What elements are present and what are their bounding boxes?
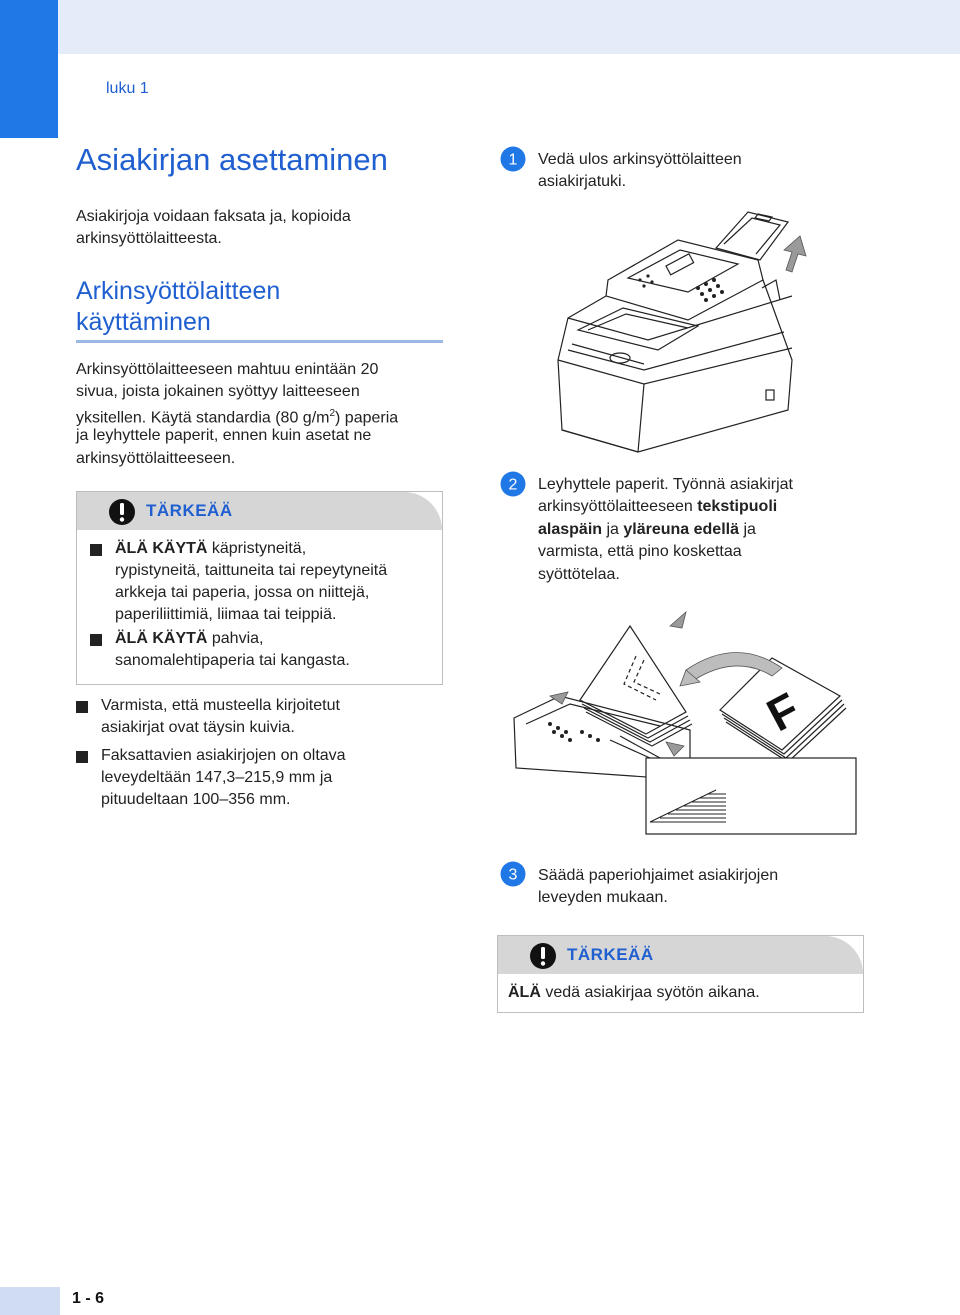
footer-tab (0, 1287, 60, 1315)
step-2-line-5: syöttötelaa. (538, 566, 620, 583)
section-para-line-3: yksitellen. Käytä standardia (80 $g/m^2$) paperia (76, 408, 399, 427)
sample-letter-f: F (758, 682, 808, 742)
bullet (76, 751, 88, 763)
note-text: ÄLÄ vedä asiakirjaa syötön aikana. (508, 984, 760, 1001)
note-bullet (90, 634, 102, 646)
svg-text:3: 3 (508, 866, 518, 884)
paper-feed-illustration (510, 600, 860, 840)
chapter-label: luku 1 (106, 80, 149, 97)
step-2-badge (500, 471, 526, 497)
section-title: Arkinsyöttölaitteen käyttäminen (76, 277, 281, 336)
svg-text:2: 2 (508, 476, 518, 494)
note-item-1-line-4: paperiliittimiä, liimaa tai teippiä. (115, 606, 337, 623)
section-para-line-1: Arkinsyöttölaitteeseen mahtuu enintään 20 (76, 361, 379, 378)
warning-icon (108, 498, 136, 526)
step-2-line-2: arkinsyöttölaitteeseen tekstipuoli (538, 498, 778, 515)
step-3-badge (500, 861, 526, 887)
section-para-line-4: ja leyhyttele paperit, ennen kuin asetat ne (76, 427, 372, 444)
bullet (76, 701, 88, 713)
intro-line-2: arkinsyöttölaitteesta. (76, 230, 222, 247)
step-2-line-4: varmista, että pino koskettaa (538, 543, 742, 560)
note-title: TÄRKEÄÄ (567, 945, 654, 964)
bullet-2-line-2: leveydeltään 147,3–215,9 mm ja (101, 769, 333, 786)
note-item-1-line-3: arkkeja tai paperia, jossa on niittejä, (115, 584, 370, 601)
intro-line-1: Asiakirjoja voidaan faksata ja, kopioida (76, 208, 351, 225)
important-note-right (497, 935, 864, 1013)
important-note-left (76, 491, 443, 685)
page-number: 1 - 6 (72, 1290, 105, 1307)
note-title: TÄRKEÄÄ (146, 501, 233, 520)
bullet-1-line-2: asiakirjat ovat täysin kuivia. (101, 719, 295, 736)
note-item-2-line-2: sanomalehtipaperia tai kangasta. (115, 652, 350, 669)
step-3-line-1: Säädä paperiohjaimet asiakirjojen (538, 867, 779, 884)
page-title: Asiakirjan asettaminen (76, 142, 388, 177)
note-item-1-line-2: rypistyneitä, taittuneita tai repeytyneitä (115, 562, 388, 579)
section-rule (76, 340, 443, 343)
section-para-line-5: arkinsyöttölaitteeseen. (76, 450, 236, 467)
note-item-1-line-1: ÄLÄ KÄYTÄ käpristyneitä, (115, 540, 307, 557)
note-item-2-line-1: ÄLÄ KÄYTÄ pahvia, (115, 630, 264, 647)
bullet-2-line-3: pituudeltaan 100–356 mm. (101, 791, 291, 808)
bullet-2-line-1: Faksattavien asiakirjojen on oltava (101, 747, 346, 764)
svg-text:1: 1 (508, 151, 518, 169)
header-band (0, 0, 960, 54)
section-para-line-2: sivua, joista jokainen syöttyy laitteeseen (76, 383, 360, 400)
fax-machine-illustration (548, 200, 818, 460)
step-1-line-2: asiakirjatuki. (538, 173, 627, 190)
step-1-line-1: Vedä ulos arkinsyöttölaitteen (538, 151, 742, 168)
step-1-badge (500, 146, 526, 172)
chapter-tab (0, 0, 58, 138)
bullet-1-line-1: Varmista, että musteella kirjoitetut (101, 697, 340, 714)
step-2-line-1: Leyhyttele paperit. Työnnä asiakirjat (538, 476, 793, 493)
warning-icon (529, 942, 557, 970)
step-3-line-2: leveyden mukaan. (538, 889, 668, 906)
step-2-line-3: alaspäin ja yläreuna edellä ja (538, 521, 756, 538)
note-bullet (90, 544, 102, 556)
